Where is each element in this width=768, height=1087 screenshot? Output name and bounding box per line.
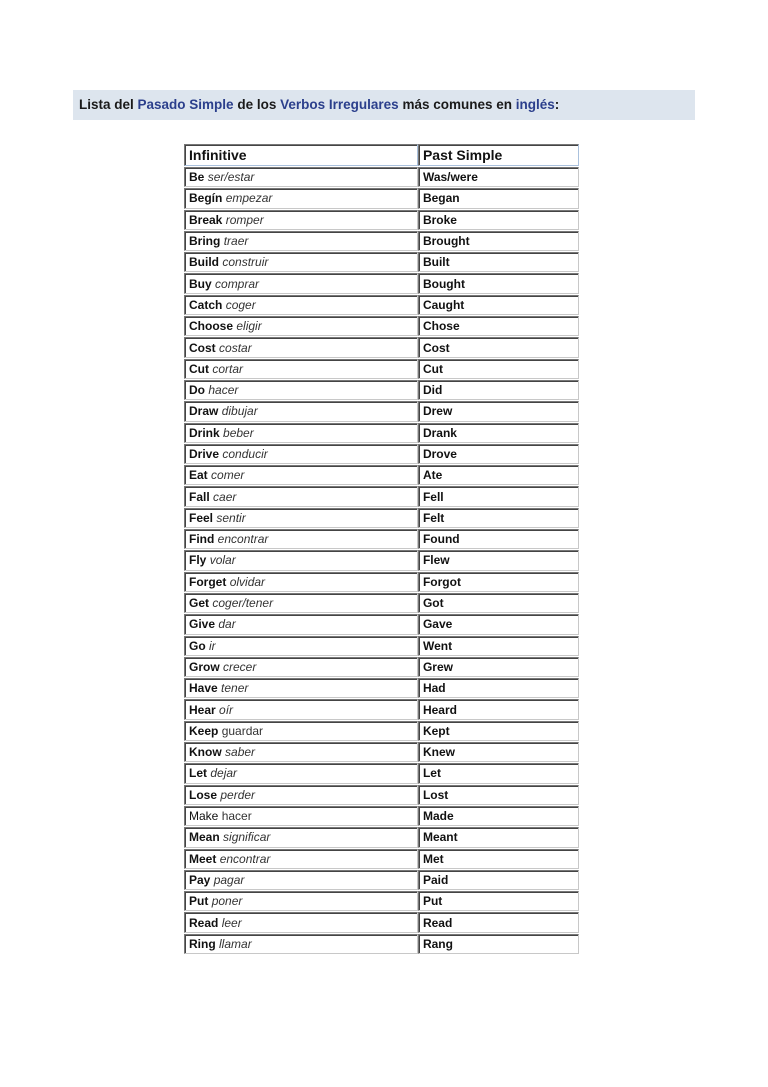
past-simple-cell: Found bbox=[418, 529, 579, 549]
infinitive-cell bbox=[184, 550, 418, 570]
table-row bbox=[184, 316, 579, 336]
infinitive-spanish: encontrar bbox=[219, 851, 271, 866]
table-row bbox=[184, 210, 579, 230]
table-row bbox=[184, 423, 579, 443]
past-simple-cell: Lost bbox=[418, 785, 579, 805]
infinitive-spanish: significar bbox=[223, 830, 271, 845]
table-row bbox=[184, 721, 579, 741]
table-row bbox=[184, 252, 579, 272]
infinitive-english: Find bbox=[189, 532, 215, 547]
infinitive-spanish: costar bbox=[219, 340, 252, 355]
table-row bbox=[184, 699, 579, 719]
infinitive-english: Get bbox=[189, 596, 210, 611]
infinitive-cell bbox=[184, 273, 418, 293]
header-infinitive: Infinitive bbox=[184, 144, 418, 166]
infinitive-spanish: conducir bbox=[222, 447, 268, 461]
past-simple-cell: Put bbox=[418, 891, 579, 911]
infinitive-spanish: oír bbox=[219, 702, 234, 717]
table-row bbox=[184, 657, 579, 677]
past-simple-cell: Forgot bbox=[418, 572, 579, 592]
past-simple-cell: Built bbox=[418, 252, 579, 272]
table-row bbox=[184, 849, 579, 869]
table-row bbox=[184, 891, 579, 911]
past-simple-cell: Grew bbox=[418, 657, 579, 677]
infinitive-english: Buy bbox=[189, 276, 212, 291]
infinitive-spanish: construir bbox=[222, 255, 269, 270]
infinitive-english: Cost bbox=[189, 340, 216, 355]
infinitive-spanish: volar bbox=[209, 553, 236, 568]
infinitive-english: Keep bbox=[189, 723, 219, 738]
past-simple-cell: Rang bbox=[418, 934, 579, 954]
past-simple-cell: Caught bbox=[418, 295, 579, 315]
infinitive-spanish: dejar bbox=[210, 766, 238, 781]
past-simple-cell: Let bbox=[418, 763, 579, 783]
infinitive-cell bbox=[184, 742, 418, 762]
infinitive-cell bbox=[184, 785, 418, 805]
infinitive-spanish: ser/estar bbox=[207, 170, 255, 185]
infinitive-spanish: coger/tener bbox=[212, 596, 274, 611]
infinitive-spanish: sentir bbox=[216, 510, 246, 525]
past-simple-cell: Made bbox=[418, 806, 579, 826]
table-row bbox=[184, 636, 579, 656]
table-row bbox=[184, 550, 579, 570]
infinitive-spanish: crecer bbox=[223, 659, 257, 674]
infinitive-cell bbox=[184, 934, 418, 954]
past-simple-cell: Met bbox=[418, 849, 579, 869]
infinitive-english: Drink bbox=[189, 425, 220, 440]
infinitive-english: Meet bbox=[189, 851, 217, 866]
past-simple-cell: Gave bbox=[418, 614, 579, 634]
table-row bbox=[184, 614, 579, 634]
table-row bbox=[184, 508, 579, 528]
infinitive-english: Forget bbox=[189, 574, 227, 589]
infinitive-english: Fly bbox=[189, 553, 207, 568]
infinitive-spanish: coger bbox=[225, 297, 256, 312]
page-heading bbox=[73, 90, 695, 120]
past-simple-cell: Meant bbox=[418, 827, 579, 847]
infinitive-cell bbox=[184, 508, 418, 528]
heading-highlight-ingles: inglés bbox=[515, 97, 555, 112]
table-row bbox=[184, 380, 579, 400]
table-row bbox=[184, 465, 579, 485]
past-simple-cell: Did bbox=[418, 380, 579, 400]
infinitive-english: Be bbox=[189, 170, 205, 185]
infinitive-spanish: llamar bbox=[219, 936, 252, 951]
infinitive-english: Do bbox=[189, 383, 205, 398]
table-row bbox=[184, 912, 579, 932]
past-simple-cell: Paid bbox=[418, 870, 579, 890]
infinitive-english: Grow bbox=[189, 659, 220, 674]
past-simple-cell: Got bbox=[418, 593, 579, 613]
infinitive-cell bbox=[184, 252, 418, 272]
infinitive-spanish: comprar bbox=[215, 276, 260, 291]
header-past-simple: Past Simple bbox=[418, 144, 579, 166]
infinitive-cell bbox=[184, 401, 418, 421]
infinitive-spanish: perder bbox=[220, 787, 256, 802]
infinitive-english: Eat bbox=[189, 468, 208, 483]
infinitive-cell bbox=[184, 806, 418, 826]
infinitive-cell bbox=[184, 827, 418, 847]
table-row bbox=[184, 593, 579, 613]
infinitive-cell bbox=[184, 870, 418, 890]
infinitive-spanish: caer bbox=[213, 489, 237, 504]
infinitive-english: Have bbox=[189, 681, 218, 696]
infinitive-spanish: cortar bbox=[212, 361, 244, 376]
infinitive-spanish: dibujar bbox=[221, 404, 258, 419]
infinitive-english: Go bbox=[189, 638, 206, 653]
table-row bbox=[184, 572, 579, 592]
infinitive-spanish: hacer bbox=[221, 809, 252, 824]
table-row bbox=[184, 529, 579, 549]
table-row bbox=[184, 678, 579, 698]
table-row bbox=[184, 806, 579, 826]
infinitive-cell bbox=[184, 486, 418, 506]
infinitive-english: Catch bbox=[189, 297, 223, 312]
past-simple-cell: Drank bbox=[418, 423, 579, 443]
infinitive-cell bbox=[184, 678, 418, 698]
past-simple-cell: Ate bbox=[418, 465, 579, 485]
past-simple-cell: Broke bbox=[418, 210, 579, 230]
infinitive-cell bbox=[184, 167, 418, 187]
infinitive-english: Bring bbox=[189, 234, 221, 249]
infinitive-cell bbox=[184, 359, 418, 379]
table-row bbox=[184, 295, 579, 315]
past-simple-cell: Brought bbox=[418, 231, 579, 251]
infinitive-english: Cut bbox=[189, 361, 209, 376]
infinitive-spanish: eligir bbox=[236, 319, 262, 334]
past-simple-cell: Drove bbox=[418, 444, 579, 464]
infinitive-cell bbox=[184, 593, 418, 613]
infinitive-english: Put bbox=[189, 894, 209, 909]
infinitive-english: Hear bbox=[189, 702, 216, 717]
table-row bbox=[184, 167, 579, 187]
table-row bbox=[184, 934, 579, 954]
infinitive-spanish: tener bbox=[221, 681, 249, 696]
past-simple-cell: Read bbox=[418, 912, 579, 932]
table-row bbox=[184, 763, 579, 783]
infinitive-english: Let bbox=[189, 766, 207, 781]
infinitive-english: Begín bbox=[189, 191, 223, 206]
table-row bbox=[184, 359, 579, 379]
infinitive-cell bbox=[184, 636, 418, 656]
heading-text-2: de los bbox=[237, 97, 277, 112]
heading-text-1: Lista del bbox=[79, 97, 134, 112]
infinitive-cell bbox=[184, 295, 418, 315]
table-row bbox=[184, 188, 579, 208]
infinitive-spanish: ir bbox=[209, 638, 216, 653]
past-simple-cell: Cost bbox=[418, 337, 579, 357]
table-row bbox=[184, 273, 579, 293]
infinitive-spanish: olvidar bbox=[229, 574, 266, 589]
irregular-verbs-table bbox=[184, 143, 579, 955]
past-simple-cell: Had bbox=[418, 678, 579, 698]
infinitive-spanish: saber bbox=[225, 745, 256, 760]
infinitive-cell bbox=[184, 849, 418, 869]
past-simple-cell: Chose bbox=[418, 316, 579, 336]
past-simple-cell: Bought bbox=[418, 273, 579, 293]
infinitive-spanish: hacer bbox=[208, 383, 239, 398]
table-row bbox=[184, 870, 579, 890]
infinitive-cell bbox=[184, 614, 418, 634]
infinitive-cell bbox=[184, 444, 418, 464]
infinitive-cell bbox=[184, 210, 418, 230]
infinitive-cell bbox=[184, 891, 418, 911]
infinitive-english: Know bbox=[189, 745, 222, 760]
infinitive-english: Lose bbox=[189, 787, 218, 802]
infinitive-spanish: pagar bbox=[213, 872, 245, 887]
infinitive-cell bbox=[184, 699, 418, 719]
table-row bbox=[184, 401, 579, 421]
past-simple-cell: Kept bbox=[418, 721, 579, 741]
table-row bbox=[184, 827, 579, 847]
infinitive-cell bbox=[184, 188, 418, 208]
table-row bbox=[184, 785, 579, 805]
infinitive-spanish: poner bbox=[211, 894, 243, 909]
infinitive-cell bbox=[184, 763, 418, 783]
infinitive-cell bbox=[184, 912, 418, 932]
infinitive-spanish: romper bbox=[225, 212, 264, 227]
heading-text-3: más comunes en bbox=[402, 97, 512, 112]
table-row bbox=[184, 742, 579, 762]
past-simple-cell: Knew bbox=[418, 742, 579, 762]
table-row bbox=[184, 231, 579, 251]
infinitive-spanish: empezar bbox=[225, 191, 273, 206]
past-simple-cell: Cut bbox=[418, 359, 579, 379]
infinitive-cell bbox=[184, 423, 418, 443]
infinitive-english: Draw bbox=[189, 404, 219, 419]
infinitive-spanish: guardar bbox=[221, 723, 264, 738]
infinitive-cell bbox=[184, 337, 418, 357]
infinitive-cell bbox=[184, 721, 418, 741]
past-simple-cell: Drew bbox=[418, 401, 579, 421]
infinitive-spanish: traer bbox=[223, 234, 249, 249]
infinitive-spanish: comer bbox=[211, 468, 245, 483]
infinitive-spanish: dar bbox=[218, 617, 236, 632]
infinitive-english: Pay bbox=[189, 872, 211, 887]
table-header-row bbox=[184, 144, 579, 166]
infinitive-spanish: encontrar bbox=[217, 532, 269, 547]
infinitive-cell bbox=[184, 316, 418, 336]
infinitive-cell bbox=[184, 465, 418, 485]
infinitive-spanish: beber bbox=[223, 425, 254, 440]
infinitive-english: Mean bbox=[189, 830, 220, 845]
past-simple-cell: Flew bbox=[418, 550, 579, 570]
infinitive-english: Feel bbox=[189, 510, 214, 525]
infinitive-english: Give bbox=[189, 617, 216, 632]
infinitive-cell bbox=[184, 529, 418, 549]
infinitive-cell bbox=[184, 572, 418, 592]
heading-highlight-pasado-simple: Pasado Simple bbox=[137, 97, 234, 112]
past-simple-cell: Was/were bbox=[418, 167, 579, 187]
infinitive-cell bbox=[184, 231, 418, 251]
table-row bbox=[184, 337, 579, 357]
infinitive-english: Fall bbox=[189, 489, 210, 504]
infinitive-cell bbox=[184, 657, 418, 677]
infinitive-english: Choose bbox=[189, 319, 234, 334]
past-simple-cell: Began bbox=[418, 188, 579, 208]
infinitive-english: Build bbox=[189, 255, 219, 270]
infinitive-english: Make bbox=[189, 809, 219, 824]
infinitive-english: Drive bbox=[189, 447, 220, 461]
infinitive-cell bbox=[184, 380, 418, 400]
infinitive-spanish: leer bbox=[221, 915, 242, 930]
heading-colon: : bbox=[554, 97, 560, 112]
past-simple-cell: Felt bbox=[418, 508, 579, 528]
infinitive-english: Read bbox=[189, 915, 219, 930]
infinitive-english: Break bbox=[189, 212, 223, 227]
infinitive-english: Ring bbox=[189, 936, 216, 951]
past-simple-cell: Heard bbox=[418, 699, 579, 719]
heading-highlight-verbos-irregulares: Verbos Irregulares bbox=[280, 97, 399, 112]
table-row bbox=[184, 444, 579, 464]
past-simple-cell: Went bbox=[418, 636, 579, 656]
table-row bbox=[184, 486, 579, 506]
past-simple-cell: Fell bbox=[418, 486, 579, 506]
